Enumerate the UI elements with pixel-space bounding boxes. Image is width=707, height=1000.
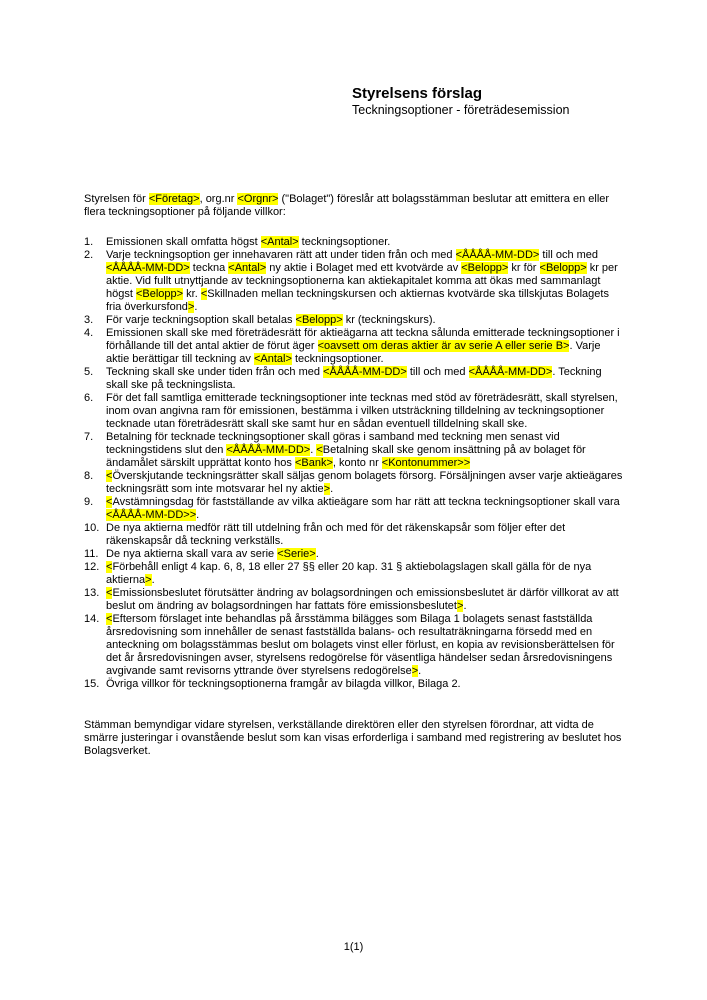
document-title: Styrelsens förslag: [352, 85, 483, 102]
list-item: [84, 470, 625, 496]
placeholder-highlight: <Antal>: [228, 262, 267, 274]
placeholder-highlight: >: [411, 665, 419, 677]
placeholder-highlight: <ÅÅÅÅ-MM-DD>>: [106, 509, 197, 521]
list-item-number: 2.: [84, 249, 94, 261]
list-item: [84, 366, 625, 392]
list-item: [84, 613, 625, 678]
list-item-text: Betalning för tecknade teckningsoptioner skall göras i samband med teckning men senast vid teckningstidens slut den <ÅÅÅÅ-MM-DD>. <Betalning skall ske genom insättning på av bolaget för ändamålet särskilt upprättat konto hos <Bank>, konto nr <Kontonummer>>: [106, 431, 586, 469]
list-item-number: 14.: [84, 613, 100, 625]
list-item-number: 4.: [84, 327, 94, 339]
list-item-text: <Förbehåll enligt 4 kap. 6, 8, 18 eller 27 §§ eller 20 kap. 31 § aktiebolagslagen skall gälla för de nya aktierna>.: [106, 561, 592, 586]
placeholder-highlight: <: [200, 288, 208, 300]
placeholder-highlight: <: [106, 561, 113, 573]
intro-paragraph: Styrelsen för <Företag>, org.nr <Orgnr> ("Bolaget") föreslår att bolagsstämman beslutar att emittera en eller flera teckningsoptioner på följande villkor:: [84, 193, 610, 218]
list-item: [84, 314, 625, 327]
placeholder-highlight: <ÅÅÅÅ-MM-DD>: [455, 249, 540, 261]
numbered-list: [84, 236, 625, 691]
list-item: [84, 522, 625, 548]
list-item-number: 13.: [84, 587, 100, 599]
list-item-text: De nya aktierna skall vara av serie <Serie>.: [106, 548, 319, 560]
placeholder-highlight: <Bank>: [294, 457, 333, 469]
placeholder-highlight: >: [323, 483, 331, 495]
placeholder-highlight: <Belopp>: [295, 314, 343, 326]
placeholder-highlight: <ÅÅÅÅ-MM-DD>: [226, 444, 311, 456]
title-block: [352, 84, 569, 118]
list-item-number: 10.: [84, 522, 100, 534]
document-subtitle: Teckningsoptioner - företrädesemission: [352, 103, 570, 117]
placeholder-highlight: <Antal>: [260, 236, 299, 248]
list-item-text: Varje teckningsoption ger innehavaren rätt att under tiden från och med <ÅÅÅÅ-MM-DD> till och med <ÅÅÅÅ-MM-DD> teckna <Antal> ny aktie i Bolaget med ett kvotvärde av <Belopp> kr för <Belopp> kr per aktie. Vid fullt utnyttjande av teckningsoptionerna kan aktiekapitalet komma att ökas med sammanlagt högst <Belopp> kr. <Skillnaden mellan teckningskursen och aktiernas kvotvärde ska tillskjutas Bolagets fria överkursfond>.: [106, 249, 618, 313]
page-number: 1(1): [343, 941, 364, 953]
list-item-number: 9.: [84, 496, 94, 508]
list-item-text: Teckning skall ske under tiden från och med <ÅÅÅÅ-MM-DD> till och med <ÅÅÅÅ-MM-DD>. Teckning skall ske på teckningslista.: [106, 366, 602, 391]
list-item: [84, 678, 625, 691]
placeholder-highlight: <: [106, 496, 113, 508]
placeholder-highlight: <Belopp>: [539, 262, 587, 274]
list-item: [84, 587, 625, 613]
document-body: [84, 193, 625, 758]
placeholder-highlight: <Belopp>: [135, 288, 184, 300]
placeholder-highlight: <Belopp>: [461, 262, 509, 274]
list-item-number: 15.: [84, 678, 100, 690]
list-item: [84, 392, 625, 431]
placeholder-highlight: <ÅÅÅÅ-MM-DD>: [106, 262, 190, 274]
placeholder-highlight: <ÅÅÅÅ-MM-DD>: [468, 366, 553, 378]
list-item: [84, 496, 625, 522]
list-item-text: <Eftersom förslaget inte behandlas på årsstämma bilägges som Bilaga 1 bolagets senast fastställda årsredovisning som innehåller de senast fastställda balans- och resultaträkningarna försedd med en anteckning om bolagsstämmas beslut om bolagets vinst eller förlust, en kopia av revisionsberättelsen för det år årsredovisningen avser, styrelsens redogörelse för väsentliga händelser sedan årsredovisningens avgivande samt revisorns yttrande över styrelsens redogörelse>.: [106, 613, 615, 677]
list-item-text: Övriga villkor för teckningsoptionerna framgår av bilagda villkor, Bilaga 2.: [106, 678, 461, 690]
placeholder-highlight: <Antal>: [253, 353, 292, 365]
placeholder-highlight: <ÅÅÅÅ-MM-DD>: [323, 366, 407, 378]
list-item-text: <Avstämningsdag för fastställande av vilka aktieägare som har rätt att teckna teckningsoptioner skall vara <ÅÅÅÅ-MM-DD>>.: [106, 496, 620, 521]
placeholder-highlight: <: [316, 444, 323, 456]
list-item: [84, 236, 625, 249]
placeholder-highlight: >: [145, 574, 152, 586]
list-item-number: 11.: [84, 548, 99, 560]
list-item-number: 3.: [84, 314, 94, 326]
list-item: [84, 327, 625, 366]
placeholder-highlight: <Företag>: [148, 193, 200, 205]
list-item-text: <Överskjutande teckningsrätter skall säljas genom bolagets försorg. Försäljningen avser varje aktieägares teckningsrätt som inte motsvarar hel ny aktie>.: [106, 470, 623, 495]
list-item-text: Emissionen skall omfatta högst <Antal> teckningsoptioner.: [106, 236, 391, 248]
list-item: [84, 249, 625, 314]
placeholder-highlight: <: [106, 587, 113, 599]
placeholder-highlight: <Serie>: [277, 548, 316, 560]
closing-paragraph: Stämman bemyndigar vidare styrelsen, verkställande direktören eller den styrelsen förordnar, att vidta de smärre justeringar i ovanstående beslut som kan visas erforderliga i samband med registrering av beslutet hos Bolagsverket.: [84, 719, 622, 757]
list-item: [84, 431, 625, 470]
placeholder-highlight: <Kontonummer>>: [381, 457, 471, 469]
list-item-number: 7.: [84, 431, 94, 443]
placeholder-highlight: >: [187, 301, 195, 313]
list-item-number: 5.: [84, 366, 94, 378]
placeholder-highlight: <Orgnr>: [237, 193, 279, 205]
list-item: [84, 548, 625, 561]
list-item-number: 12.: [84, 561, 100, 573]
placeholder-highlight: <: [106, 470, 113, 482]
placeholder-highlight: <oavsett om deras aktier är av serie A eller serie B>: [317, 340, 570, 352]
list-item-number: 8.: [84, 470, 94, 482]
list-item: [84, 561, 625, 587]
list-item-number: 1.: [84, 236, 94, 248]
placeholder-highlight: >: [457, 600, 464, 612]
list-item-text: För varje teckningsoption skall betalas <Belopp> kr (teckningskurs).: [106, 314, 436, 326]
list-item-text: För det fall samtliga emitterade teckningsoptioner inte tecknas med stöd av företrädesrätt, skall styrelsen, inom ovan angivna ram för emissionen, bestämma i vilken utsträckning tilldelning av teckningsoptioner tecknade utan företrädesrätt skall ske samt hur en sådan eventuell tilldelning skall ske.: [106, 392, 618, 430]
placeholder-highlight: <: [106, 613, 113, 625]
list-item-text: Emissionen skall ske med företrädesrätt för aktieägarna att teckna sålunda emitterade teckningsoptioner i förhållande till det antal aktier de förut äger <oavsett om deras aktier är av serie A eller serie B>. Varje aktie berättigar till teckning av <Antal> teckningsoptioner.: [106, 327, 620, 365]
list-item-number: 6.: [84, 392, 94, 404]
list-item-text: <Emissionsbeslutet förutsätter ändring av bolagsordningen och emissionsbeslutet är därför villkorat av att beslut om ändring av bolagsordningen har fattats före emissionsbeslutet>.: [106, 587, 619, 612]
list-item-text: De nya aktierna medför rätt till utdelning från och med för det räkenskapsår som följer efter det räkenskapsår då teckning verkställs.: [106, 522, 566, 547]
